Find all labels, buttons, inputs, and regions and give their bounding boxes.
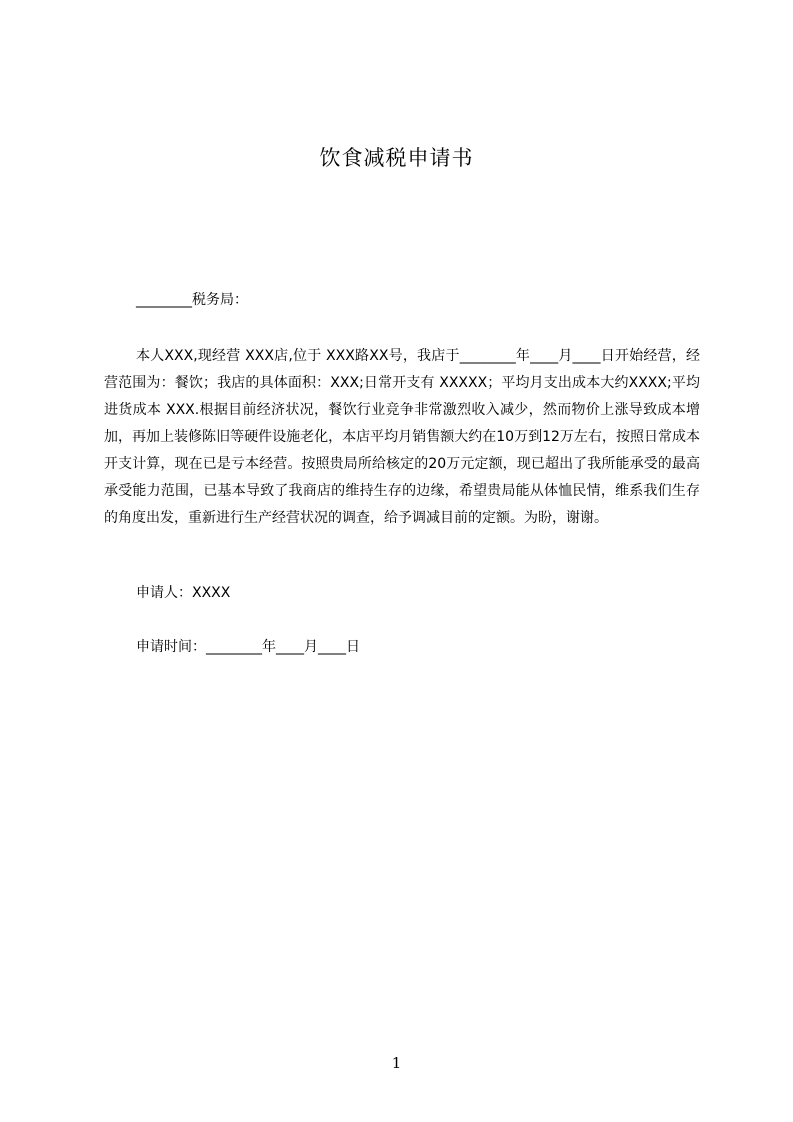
page-number: 1 xyxy=(391,1054,402,1072)
application-date-line: 申请时间：________年____月____日 xyxy=(136,639,360,655)
addressee-line: ________税务局： xyxy=(136,292,248,308)
body-paragraph: 本人XXX,现经营 XXX店,位于 XXX路XX号，我店于________年____月____日开始经营，经营范围为：餐饮；我店的具体面积：XXX;日常开支有 XXXXX；平均月支出成本大约XXXX;平均进货成本 XXX.根据目前经济状况，餐饮行业竞争非常激烈收入减少，然而物价上涨导致成本增加，再加上装修陈旧等硬件设施老化，本店平均月销售额大约在10万到12万左右，按照日常成本开支计算，现在已是亏本经营。按照贵局所给核定的20万元定额，现已超出了我所能承受的最高承受能力范围，已基本导致了我商店的维持生存的边缘，希望贵局能从体恤民情，维系我们生存的角度出发，重新进行生产经营状况的调查，给予调减目前的定额。为盼，谢谢。 xyxy=(104,348,700,526)
applicant-line: 申请人：XXXX xyxy=(136,585,231,601)
document-title: 饮食减税申请书 xyxy=(319,146,474,170)
